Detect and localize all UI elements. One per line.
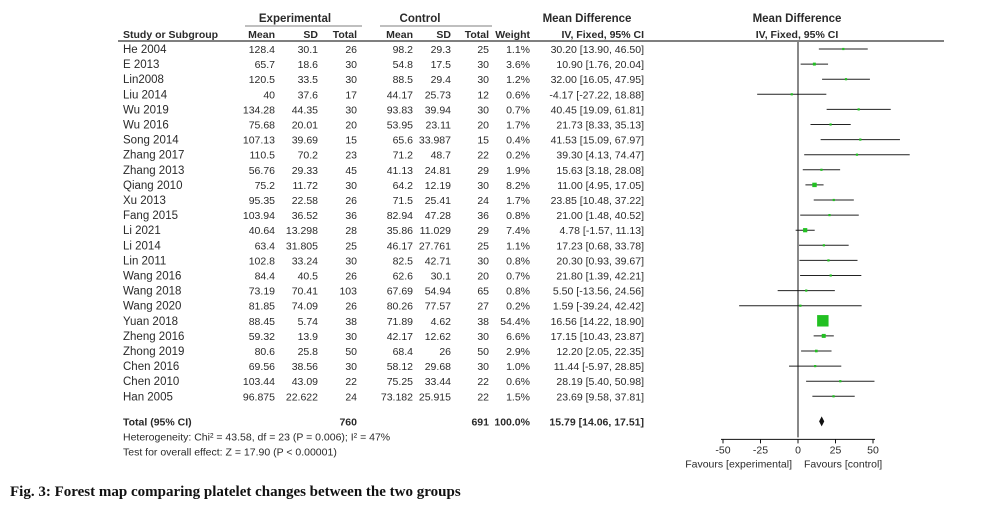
- row-10-ctl-mean: 64.2: [392, 179, 413, 192]
- row-2-exp-total: 30: [345, 59, 357, 72]
- row-21-ci: 12.20 [2.05, 22.35]: [556, 346, 644, 358]
- row-16-ci: 21.80 [1.39, 42.21]: [556, 270, 644, 283]
- row-9-exp-mean: 56.76: [248, 164, 275, 177]
- header-exp-total: Total: [332, 29, 357, 41]
- row-7-ctl-sd: 33.987: [418, 134, 451, 147]
- row-9-ctl-total: 29: [477, 164, 489, 177]
- header-ctl-mean: Mean: [386, 29, 413, 41]
- row-23-point: [839, 380, 841, 382]
- row-14-ctl-sd: 27.761: [418, 240, 451, 253]
- row-8-ctl-sd: 48.7: [430, 149, 451, 162]
- row-11-study: Xu 2013: [123, 195, 166, 207]
- row-3-weight: 1.2%: [506, 74, 530, 87]
- row-3-ctl-mean: 88.5: [392, 74, 413, 87]
- row-22-weight: 1.0%: [506, 361, 530, 374]
- row-1-point: [842, 48, 844, 50]
- row-1-ctl-total: 25: [477, 44, 489, 56]
- row-7-exp-sd: 39.69: [291, 134, 318, 147]
- row-22-exp-sd: 38.56: [291, 361, 318, 374]
- row-10-study: Qiang 2010: [123, 179, 183, 192]
- row-5-study: Wu 2019: [123, 104, 169, 117]
- row-18-ci: 1.59 [-39.24, 42.42]: [552, 300, 644, 313]
- row-21-point: [815, 350, 818, 353]
- header-study: Study or Subgroup: [123, 29, 219, 41]
- row-22-ctl-total: 30: [477, 361, 489, 374]
- row-12-ci: 21.00 [1.48, 40.52]: [556, 210, 644, 223]
- row-19-exp-mean: 88.45: [248, 315, 275, 328]
- row-10-weight: 8.2%: [506, 179, 530, 192]
- row-5-ctl-total: 30: [477, 104, 489, 117]
- row-24-point: [832, 395, 834, 397]
- row-21-weight: 2.9%: [506, 346, 530, 358]
- row-4-ci: -4.17 [-27.22, 18.88]: [549, 89, 644, 102]
- header-weight: Weight: [495, 29, 530, 41]
- row-21-ctl-sd: 26: [439, 346, 451, 358]
- row-17-exp-sd: 70.41: [291, 285, 318, 298]
- row-18-exp-sd: 74.09: [291, 300, 318, 313]
- row-8-ctl-mean: 71.2: [392, 149, 413, 162]
- row-7-ctl-total: 15: [477, 134, 489, 147]
- row-8-exp-total: 23: [345, 149, 357, 162]
- row-17-ctl-mean: 67.69: [386, 285, 413, 298]
- row-13-weight: 7.4%: [506, 225, 530, 238]
- total-ctl: 691: [471, 416, 489, 429]
- row-11-weight: 1.7%: [506, 195, 530, 207]
- overall-effect-text: Test for overall effect: Z = 17.90 (P < 0.00001): [123, 446, 337, 459]
- row-23-exp-sd: 43.09: [291, 376, 318, 389]
- row-16-exp-total: 26: [345, 270, 357, 283]
- row-8-weight: 0.2%: [506, 149, 530, 162]
- row-5-weight: 0.7%: [506, 104, 530, 117]
- row-10-exp-sd: 11.72: [292, 179, 318, 192]
- row-14-study: Li 2014: [123, 240, 161, 253]
- row-16-weight: 0.7%: [506, 270, 530, 283]
- row-2-point: [813, 63, 816, 66]
- row-6-study: Wu 2016: [123, 119, 169, 132]
- row-23-weight: 0.6%: [506, 376, 530, 389]
- row-9-ci: 15.63 [3.18, 28.08]: [556, 164, 644, 177]
- row-15-ctl-sd: 42.71: [424, 255, 451, 268]
- row-20-exp-total: 30: [345, 330, 357, 343]
- row-6-exp-sd: 20.01: [291, 119, 318, 132]
- x-tick-label-5: 50: [867, 444, 879, 457]
- row-12-ctl-mean: 82.94: [386, 210, 413, 223]
- row-7-study: Song 2014: [123, 134, 179, 147]
- row-21-study: Zhong 2019: [123, 346, 185, 358]
- row-24-ctl-total: 22: [477, 391, 489, 404]
- row-20-study: Zheng 2016: [123, 330, 185, 343]
- row-16-exp-mean: 84.4: [254, 270, 275, 283]
- row-15-weight: 0.8%: [506, 255, 530, 268]
- row-4-exp-sd: 37.6: [297, 89, 318, 102]
- row-4-ctl-mean: 44.17: [386, 89, 413, 102]
- row-24-exp-mean: 96.875: [242, 391, 275, 404]
- row-14-exp-sd: 31.805: [285, 240, 318, 253]
- row-10-ctl-sd: 12.19: [424, 179, 451, 192]
- row-17-ctl-sd: 54.94: [424, 285, 451, 298]
- row-24-exp-total: 24: [345, 391, 357, 404]
- row-1-ctl-mean: 98.2: [392, 44, 413, 56]
- row-22-ctl-sd: 29.68: [424, 361, 451, 374]
- header-control: Control: [399, 13, 441, 25]
- row-4-study: Liu 2014: [123, 89, 168, 102]
- row-10-exp-mean: 75.2: [254, 179, 275, 192]
- row-18-ctl-mean: 80.26: [386, 300, 413, 313]
- row-3-exp-mean: 120.5: [248, 74, 275, 87]
- row-11-exp-mean: 95.35: [248, 195, 275, 207]
- row-14-exp-mean: 63.4: [254, 240, 275, 253]
- row-2-exp-sd: 18.6: [297, 59, 318, 72]
- row-19-exp-total: 38: [345, 315, 357, 328]
- row-6-exp-mean: 75.68: [248, 119, 275, 132]
- row-15-exp-sd: 33.24: [291, 255, 318, 268]
- row-13-point: [803, 228, 807, 232]
- row-15-ctl-total: 30: [477, 255, 489, 268]
- row-23-study: Chen 2010: [123, 376, 180, 389]
- row-17-exp-mean: 73.19: [248, 285, 275, 298]
- row-8-point: [856, 154, 858, 156]
- row-14-ctl-total: 25: [477, 240, 489, 253]
- row-3-study: Lin2008: [123, 74, 164, 87]
- row-11-exp-sd: 22.58: [291, 195, 318, 207]
- row-16-point: [830, 274, 832, 276]
- row-18-point: [799, 305, 801, 307]
- row-11-point: [833, 199, 835, 201]
- row-15-ctl-mean: 82.5: [392, 255, 413, 268]
- row-15-ci: 20.30 [0.93, 39.67]: [556, 255, 644, 268]
- row-3-ctl-total: 30: [477, 74, 489, 87]
- row-4-exp-mean: 40: [263, 89, 275, 102]
- row-17-weight: 0.8%: [506, 285, 530, 298]
- total-label: Total (95% CI): [123, 416, 192, 429]
- row-23-exp-total: 22: [345, 376, 357, 389]
- row-12-exp-sd: 36.52: [291, 210, 318, 223]
- row-10-ci: 11.00 [4.95, 17.05]: [557, 179, 644, 192]
- row-24-ctl-mean: 73.182: [380, 391, 413, 404]
- header-ctl-sd: SD: [436, 29, 451, 41]
- header-ctl-total: Total: [464, 29, 489, 41]
- row-16-ctl-total: 20: [477, 270, 489, 283]
- row-8-ctl-total: 22: [477, 149, 489, 162]
- row-9-exp-total: 45: [345, 164, 357, 177]
- row-19-ctl-mean: 71.89: [386, 315, 413, 328]
- row-13-exp-total: 28: [345, 225, 357, 238]
- row-19-ctl-sd: 4.62: [430, 315, 451, 328]
- row-11-ctl-mean: 71.5: [392, 195, 413, 207]
- row-24-ctl-sd: 25.915: [418, 391, 451, 404]
- row-1-ctl-sd: 29.3: [430, 44, 451, 56]
- row-7-weight: 0.4%: [506, 134, 530, 147]
- header-exp-sd: SD: [303, 29, 318, 41]
- row-11-ctl-sd: 25.41: [424, 195, 451, 207]
- row-23-ctl-sd: 33.44: [424, 376, 451, 389]
- row-2-ctl-total: 30: [477, 59, 489, 72]
- row-1-ci: 30.20 [13.90, 46.50]: [550, 44, 644, 56]
- row-17-study: Wang 2018: [123, 285, 182, 298]
- row-22-ctl-mean: 58.12: [386, 361, 413, 374]
- row-1-exp-mean: 128.4: [248, 44, 275, 56]
- row-17-point: [805, 290, 807, 292]
- total-weight: 100.0%: [494, 416, 530, 429]
- row-5-exp-total: 30: [345, 104, 357, 117]
- row-24-ci: 23.69 [9.58, 37.81]: [556, 391, 644, 404]
- row-13-study: Li 2021: [123, 225, 161, 238]
- row-20-ctl-mean: 42.17: [386, 330, 413, 343]
- row-4-weight: 0.6%: [506, 89, 530, 102]
- row-22-study: Chen 2016: [123, 361, 180, 374]
- row-7-point: [859, 139, 861, 141]
- row-12-point: [828, 214, 830, 216]
- row-3-point: [845, 78, 847, 80]
- row-15-study: Lin 2011: [123, 255, 167, 268]
- row-23-ctl-total: 22: [477, 376, 489, 389]
- row-5-ctl-sd: 39.94: [424, 104, 451, 117]
- row-21-ctl-total: 50: [477, 346, 489, 358]
- forest-plot-area: [685, 42, 910, 470]
- favours-control: Favours [control]: [804, 458, 883, 471]
- row-22-exp-mean: 69.56: [248, 361, 275, 374]
- row-20-ci: 17.15 [10.43, 23.87]: [550, 330, 644, 343]
- total-exp: 760: [339, 416, 357, 429]
- study-table: [118, 13, 944, 458]
- row-5-exp-mean: 134.28: [242, 104, 275, 117]
- row-21-ctl-mean: 68.4: [392, 346, 413, 358]
- row-14-exp-total: 25: [345, 240, 357, 253]
- row-13-ctl-total: 29: [477, 225, 489, 238]
- row-6-ctl-sd: 23.11: [425, 119, 451, 132]
- row-9-study: Zhang 2013: [123, 164, 185, 177]
- row-4-exp-total: 17: [345, 89, 357, 102]
- row-13-exp-mean: 40.64: [248, 225, 275, 238]
- row-18-exp-total: 26: [345, 300, 357, 313]
- row-12-weight: 0.8%: [506, 210, 530, 223]
- row-14-ci: 17.23 [0.68, 33.78]: [556, 240, 644, 253]
- row-5-ci: 40.45 [19.09, 61.81]: [550, 104, 644, 117]
- row-4-ctl-sd: 25.73: [424, 89, 451, 102]
- row-16-study: Wang 2016: [123, 270, 182, 283]
- row-19-study: Yuan 2018: [123, 315, 179, 328]
- row-19-point: [817, 315, 828, 326]
- row-2-study: E 2013: [123, 59, 160, 72]
- row-20-ctl-total: 30: [477, 330, 489, 343]
- row-1-exp-total: 26: [345, 44, 357, 56]
- row-12-exp-mean: 103.94: [242, 210, 275, 223]
- row-9-point: [820, 169, 822, 171]
- row-2-weight: 3.6%: [506, 59, 530, 72]
- row-5-exp-sd: 44.35: [291, 104, 318, 117]
- row-10-ctl-total: 30: [477, 179, 489, 192]
- row-1-exp-sd: 30.1: [297, 44, 318, 56]
- row-21-exp-total: 50: [345, 346, 357, 358]
- row-13-ctl-mean: 35.86: [386, 225, 413, 238]
- row-10-point: [812, 183, 816, 187]
- row-22-point: [814, 365, 816, 367]
- row-24-exp-sd: 22.622: [285, 391, 318, 404]
- total-diamond: [819, 416, 824, 426]
- row-3-ctl-sd: 29.4: [430, 74, 451, 87]
- row-4-ctl-total: 12: [477, 89, 489, 102]
- row-17-ci: 5.50 [-13.56, 24.56]: [552, 285, 644, 298]
- row-24-study: Han 2005: [123, 391, 173, 404]
- header-experimental: Experimental: [258, 13, 332, 25]
- favours-experimental: Favours [experimental]: [685, 458, 792, 471]
- row-11-ctl-total: 24: [477, 195, 489, 207]
- header-mean-difference-plot: Mean Difference: [752, 13, 842, 25]
- row-14-point: [823, 244, 825, 246]
- row-7-exp-total: 15: [345, 134, 357, 147]
- row-6-ci: 21.73 [8.33, 35.13]: [556, 119, 644, 132]
- row-14-ctl-mean: 46.17: [386, 240, 413, 253]
- row-17-ctl-total: 65: [477, 285, 489, 298]
- header-ci: IV, Fixed, 95% CI: [561, 29, 644, 41]
- row-12-study: Fang 2015: [123, 210, 178, 223]
- row-6-ctl-total: 20: [477, 119, 489, 132]
- row-9-exp-sd: 29.33: [291, 164, 318, 177]
- row-8-exp-sd: 70.2: [297, 149, 318, 162]
- row-4-point: [791, 93, 793, 95]
- row-5-point: [858, 108, 860, 110]
- row-13-ctl-sd: 11.029: [419, 225, 451, 238]
- row-3-ci: 32.00 [16.05, 47.95]: [550, 74, 644, 87]
- row-2-ci: 10.90 [1.76, 20.04]: [556, 59, 644, 72]
- row-18-ctl-sd: 77.57: [424, 300, 451, 313]
- row-8-ci: 39.30 [4.13, 74.47]: [556, 149, 644, 162]
- row-19-weight: 54.4%: [500, 315, 530, 328]
- row-23-ci: 28.19 [5.40, 50.98]: [556, 376, 644, 389]
- row-13-ci: 4.78 [-1.57, 11.13]: [559, 225, 644, 238]
- row-15-point: [827, 259, 829, 261]
- x-tick-label-3: 0: [795, 444, 801, 457]
- row-18-exp-mean: 81.85: [248, 300, 275, 313]
- row-16-ctl-sd: 30.1: [430, 270, 451, 283]
- header-mean-difference: Mean Difference: [542, 13, 632, 25]
- row-23-exp-mean: 103.44: [242, 376, 275, 389]
- row-18-study: Wang 2020: [123, 300, 182, 313]
- row-2-exp-mean: 65.7: [254, 59, 275, 72]
- row-3-exp-total: 30: [345, 74, 357, 87]
- row-23-ctl-mean: 75.25: [386, 376, 413, 389]
- row-7-ci: 41.53 [15.09, 67.97]: [550, 134, 644, 147]
- row-17-exp-total: 103: [339, 285, 357, 298]
- row-11-ci: 23.85 [10.48, 37.22]: [550, 195, 644, 207]
- row-10-exp-total: 30: [345, 179, 357, 192]
- row-22-exp-total: 30: [345, 361, 357, 374]
- row-20-exp-mean: 59.32: [248, 330, 275, 343]
- row-3-exp-sd: 33.5: [297, 74, 318, 87]
- row-8-exp-mean: 110.5: [249, 149, 275, 162]
- row-7-ctl-mean: 65.6: [392, 134, 413, 147]
- row-9-ctl-sd: 24.81: [424, 164, 451, 177]
- header-exp-mean: Mean: [248, 29, 275, 41]
- row-9-ctl-mean: 41.13: [386, 164, 413, 177]
- row-2-ctl-mean: 54.8: [392, 59, 413, 72]
- row-6-point: [829, 123, 831, 125]
- row-2-ctl-sd: 17.5: [430, 59, 451, 72]
- row-20-weight: 6.6%: [506, 330, 530, 343]
- row-1-study: He 2004: [123, 44, 167, 56]
- row-16-exp-sd: 40.5: [297, 270, 318, 283]
- heterogeneity-text: Heterogeneity: Chi² = 43.58, df = 23 (P = 0.006); I² = 47%: [123, 431, 391, 444]
- row-15-exp-total: 30: [345, 255, 357, 268]
- row-12-exp-total: 36: [345, 210, 357, 223]
- row-19-ci: 16.56 [14.22, 18.90]: [550, 315, 644, 328]
- x-tick-label-4: 25: [829, 444, 842, 457]
- row-14-weight: 1.1%: [506, 240, 530, 253]
- total-ci: 15.79 [14.06, 17.51]: [549, 416, 644, 429]
- row-22-ci: 11.44 [-5.97, 28.85]: [553, 361, 644, 374]
- header-ci-plot: IV, Fixed, 95% CI: [755, 29, 839, 41]
- row-21-exp-mean: 80.6: [254, 346, 275, 358]
- row-12-ctl-total: 36: [477, 210, 489, 223]
- row-12-ctl-sd: 47.28: [424, 210, 451, 223]
- row-19-exp-sd: 5.74: [297, 315, 318, 328]
- row-18-weight: 0.2%: [506, 300, 530, 313]
- figure-caption: Fig. 3: Forest map comparing platelet changes between the two groups: [10, 484, 461, 500]
- row-20-ctl-sd: 12.62: [424, 330, 451, 343]
- row-16-ctl-mean: 62.6: [392, 270, 413, 283]
- row-1-weight: 1.1%: [506, 44, 530, 56]
- row-20-point: [822, 334, 826, 338]
- row-8-study: Zhang 2017: [123, 149, 185, 162]
- x-tick-label-2: -25: [752, 444, 769, 457]
- x-tick-label-1: -50: [715, 444, 731, 457]
- row-13-exp-sd: 13.298: [285, 225, 318, 238]
- row-20-exp-sd: 13.9: [297, 330, 318, 343]
- row-6-ctl-mean: 53.95: [386, 119, 413, 132]
- row-6-weight: 1.7%: [506, 119, 530, 132]
- row-5-ctl-mean: 93.83: [386, 104, 413, 117]
- row-19-ctl-total: 38: [477, 315, 489, 328]
- row-9-weight: 1.9%: [506, 164, 530, 177]
- row-21-exp-sd: 25.8: [297, 346, 318, 358]
- row-11-exp-total: 26: [345, 195, 357, 207]
- row-6-exp-total: 20: [345, 119, 357, 132]
- row-24-weight: 1.5%: [506, 391, 530, 404]
- row-7-exp-mean: 107.13: [242, 134, 275, 147]
- row-15-exp-mean: 102.8: [248, 255, 275, 268]
- row-18-ctl-total: 27: [477, 300, 489, 313]
